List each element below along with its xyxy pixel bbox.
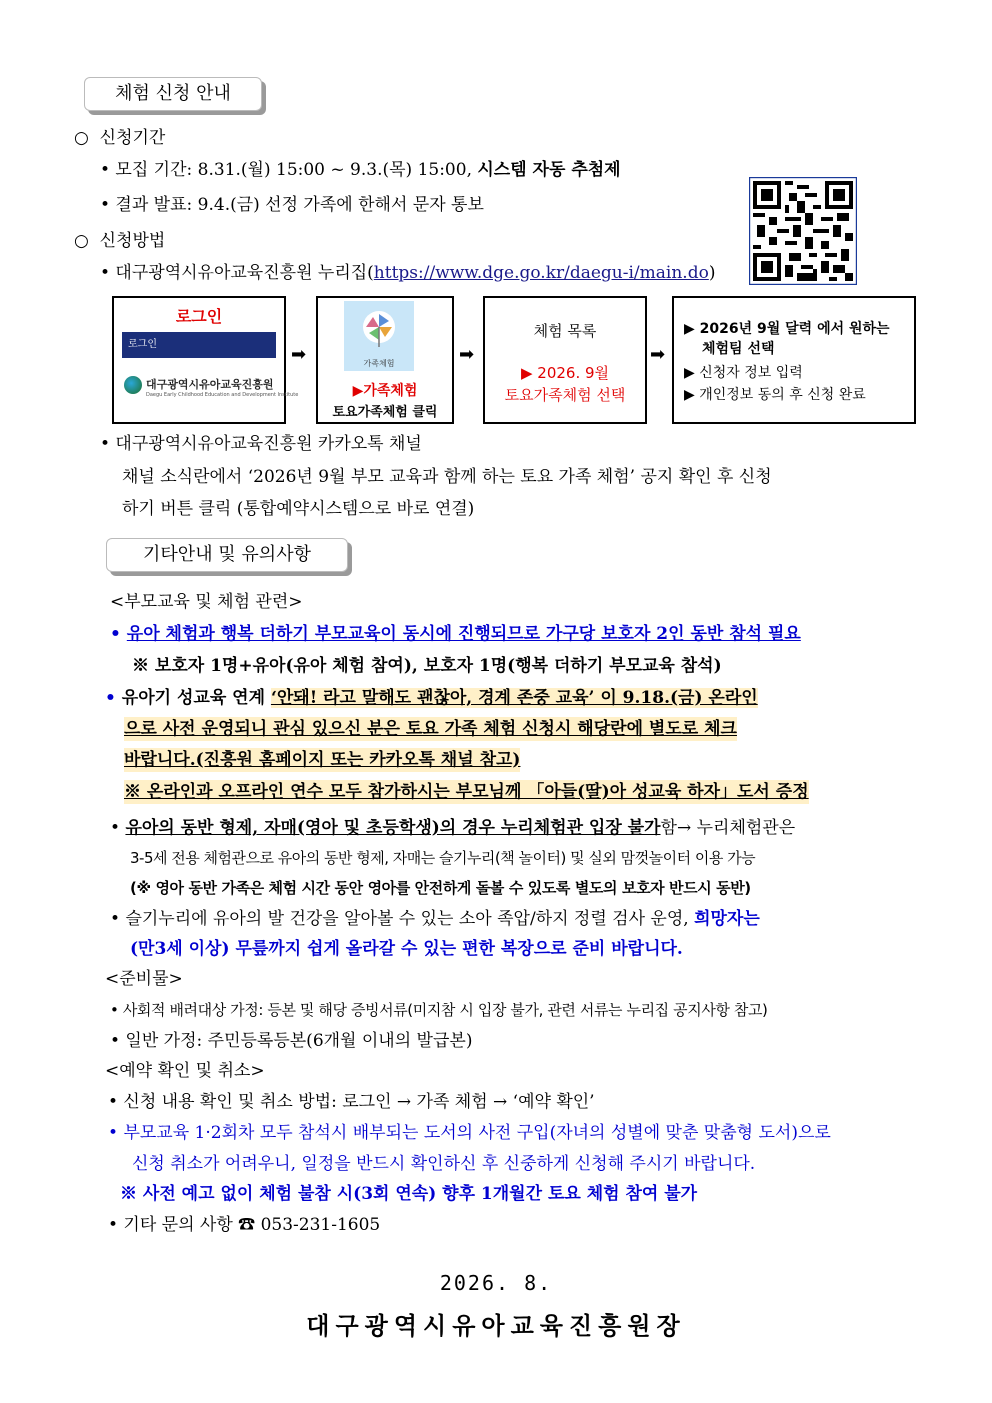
- circle-bullet-icon: ○: [74, 231, 89, 251]
- section-title-apply: 체험 신청 안내: [84, 77, 262, 111]
- kakao-line-1: 채널 소식란에서 ‘2026년 9월 부모 교육과 함께 하는 토요 가족 체험’ 공지 확인 후 신청: [122, 467, 772, 487]
- bullet-icon: •: [105, 688, 116, 708]
- institute-logo-icon: [124, 376, 142, 394]
- flow-step-login: 로그인 로그인 대구광역시유아교육진흥원 Daegu Early Childhood Education and Development Institute: [112, 296, 286, 424]
- result-announcement: • 결과 발표: 9.4.(금) 선정 가족에 한해서 문자 통보: [100, 195, 484, 215]
- website-line: • 대구광역시유아교육진흥원 누리집(https://www.dge.go.kr/daegu-i/main.do): [100, 263, 716, 283]
- flow-step-family-experience: 가족체험 ▶가족체험 토요가족체험 클릭: [316, 296, 454, 424]
- website-link[interactable]: https://www.dge.go.kr/daegu-i/main.do: [373, 263, 709, 283]
- notice-item-4-line-2: (만3세 이상) 무릎까지 쉽게 올라갈 수 있는 편한 복장으로 준비 바랍니다.: [130, 939, 683, 959]
- kakao-heading: • 대구광역시유아교육진흥원 카카오톡 채널: [100, 434, 422, 454]
- notice-item-4: • 슬기누리에 유아의 발 건강을 알아볼 수 있는 소아 족압/하지 정렬 검사 운영, 희망자는: [110, 909, 760, 929]
- notice-item-3-note: (※ 영아 동반 가족은 체험 시간 동안 영아를 안전하게 돌볼 수 있도록 별도의 보호자 반드시 동반): [130, 879, 751, 897]
- notice-item-2-note: ※ 온라인과 오프라인 연수 모두 참가하시는 부모님께 「아들(딸)아 성교육 하자」도서 증정: [124, 782, 809, 802]
- family-experience-icon[interactable]: 가족체험: [344, 301, 414, 371]
- reservation-item-2-line-2: 신청 취소가 어려우니, 일정을 반드시 확인하신 후 신중하게 신청해 주시기 바랍니다.: [132, 1154, 756, 1174]
- period-heading: ○ 신청기간: [74, 128, 166, 148]
- prep-item-2: • 일반 가정: 주민등록등본(6개월 이내의 발급본): [110, 1031, 473, 1051]
- notice-item-2-line-2: 으로 사전 운영되니 관심 있으신 분은 토요 가족 체험 신청시 해당란에 별도로 체크: [124, 719, 737, 739]
- subheading-parent-education: <부모교육 및 체험 관련>: [110, 592, 303, 612]
- bullet-icon: •: [110, 818, 121, 838]
- reservation-item-2: • 부모교육 1·2회차 모두 참석시 배부되는 도서의 사전 구입(자녀의 성별에 맞춘 맞춤형 도서)으로: [108, 1123, 831, 1143]
- notice-item-3-line-2: 3-5세 전용 체험관으로 유아의 동반 형제, 자매는 슬기누리(책 놀이터) 및 실외 맘껏놀이터 이용 가능: [130, 849, 756, 867]
- notice-item-1: • 유아 체험과 행복 더하기 부모교육이 동시에 진행되므로 가구당 보호자 2인 동반 참석 필요: [110, 624, 801, 644]
- document-issuer: 대구광역시유아교육진흥원장: [306, 1311, 686, 1340]
- flow-step-list: 체험 목록 ▶ 2026. 9월 토요가족체험 선택: [483, 296, 647, 424]
- flow-arrow-icon: ➡: [291, 344, 307, 365]
- login-button[interactable]: 로그인: [122, 332, 276, 358]
- section-title-notice: 기타안내 및 유의사항: [106, 538, 348, 572]
- notice-item-2-line-3: 바랍니다.(진흥원 홈페이지 또는 카카오톡 채널 참고): [124, 750, 521, 770]
- circle-bullet-icon: ○: [74, 128, 89, 148]
- bullet-icon: •: [108, 1123, 119, 1143]
- flow-arrow-icon: ➡: [459, 344, 475, 365]
- prep-item-1: • 사회적 배려대상 가정: 등본 및 해당 증빙서류(미지참 시 입장 불가, 관련 서류는 누리집 공지사항 참고): [110, 1001, 768, 1019]
- flow-arrow-icon: ➡: [650, 344, 666, 365]
- flow-step-apply: ▶ 2026년 9월 달력 에서 원하는 체험팀 선택 ▶ 신청자 정보 입력 ▶ 개인정보 동의 후 신청 완료: [672, 296, 916, 424]
- bullet-icon: •: [110, 909, 121, 929]
- reservation-item-1: • 신청 내용 확인 및 취소 방법: 로그인 → 가족 체험 → ‘예약 확인’: [108, 1092, 595, 1112]
- recruit-period: • 모집 기간: 8.31.(월) 15:00 ~ 9.3.(목) 15:00, 시스템 자동 추첨제: [100, 160, 621, 180]
- method-heading: ○ 신청방법: [74, 231, 166, 251]
- kakao-line-2: 하기 버튼 클릭 (통합예약시스템으로 바로 연결): [122, 499, 475, 519]
- notice-item-2: • 유아기 성교육 연계 ‘안돼! 라고 말해도 괜찮아, 경계 존중 교육’ 이 9.18.(금) 온라인: [105, 688, 758, 708]
- qr-code-icon[interactable]: [749, 177, 857, 285]
- reservation-note: ※ 사전 예고 없이 체험 불참 시(3회 연속) 향후 1개월간 토요 체험 참여 불가: [120, 1184, 698, 1204]
- bullet-icon: •: [110, 624, 121, 644]
- subheading-reservation: <예약 확인 및 취소>: [105, 1061, 265, 1081]
- document-date: 2026. 8.: [439, 1271, 553, 1295]
- notice-item-1-note: ※ 보호자 1명+유아(유아 체험 참여), 보호자 1명(행복 더하기 부모교육 참석): [132, 656, 722, 676]
- pinwheel-icon: [344, 301, 414, 353]
- notice-item-3: • 유아의 동반 형제, 자매(영아 및 초등학생)의 경우 누리체험관 입장 불가함→ 누리체험관은: [110, 818, 796, 838]
- subheading-preparation: <준비물>: [105, 969, 183, 989]
- contact-info: • 기타 문의 사항 ☎ 053-231-1605: [108, 1215, 381, 1235]
